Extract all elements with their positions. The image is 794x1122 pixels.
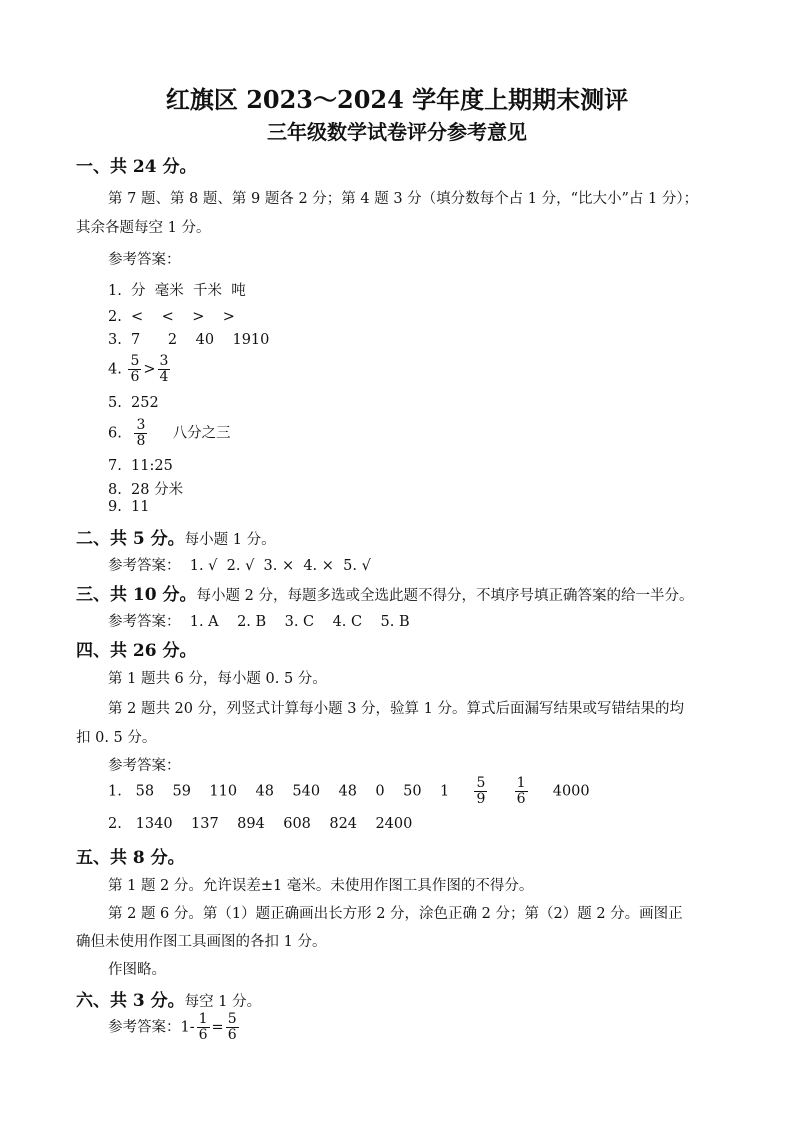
section-3-heading — [76, 580, 693, 605]
answer-4-1-values: 1. 58 59 110 48 540 48 0 50 1 — [108, 783, 450, 800]
section-1-heading — [76, 152, 197, 177]
section-6-f1-num: 1 — [198, 1011, 208, 1027]
section-6-note: 每空 1 分。 — [184, 994, 262, 1010]
section-5-rule2-line1: 第 2 题 6 分。第（1）题正确画出长方形 2 分，涂色正确 2 分；第（2）题 2 分。画图正 — [108, 906, 683, 922]
answer-1-3: 3. 7 2 40 1910 — [108, 332, 270, 348]
section-2-answers: 参考答案： 1. √ 2. √ 3. × 4. × 5. √ — [108, 558, 371, 574]
answer-1-5: 5. 252 — [108, 395, 159, 411]
section-6-f1-den: 6 — [198, 1027, 208, 1043]
answer-1-8: 8. 28 分米 — [108, 482, 184, 498]
section-1-rule-line2: 其余各题每空 1 分。 — [76, 220, 211, 236]
section-3-title: 三、共 10 分。 — [76, 585, 197, 605]
answer-1-4-f2-num: 3 — [159, 353, 169, 369]
section-6-expr-prefix: 1- — [180, 1019, 195, 1036]
answer-4-1-f2-den: 6 — [516, 791, 526, 807]
section-2-note: 每小题 1 分。 — [184, 532, 276, 548]
answer-1-9: 9. 11 — [108, 499, 150, 515]
section-4-answers-label: 参考答案： — [108, 758, 181, 774]
answer-1-4 — [108, 354, 172, 385]
answer-1-4-fraction-2 — [158, 354, 171, 385]
page-subtitle: 三年级数学试卷评分参考意见 — [267, 120, 527, 144]
section-4-rule2-line1: 第 2 题共 20 分，列竖式计算每小题 3 分，验算 1 分。算式后面漏写结果或写错结果的均 — [108, 701, 684, 717]
section-4-title: 四、共 26 分。 — [76, 641, 197, 661]
section-6-answer — [108, 1012, 241, 1043]
answer-1-2: 2. < < > > — [108, 309, 235, 325]
answer-4-1-f1-den: 9 — [476, 791, 486, 807]
answer-1-6-f-num: 3 — [136, 417, 146, 433]
answer-4-1-f2-num: 1 — [516, 775, 526, 791]
section-1-title: 一、共 24 分。 — [76, 157, 197, 177]
answer-4-1-last: 4000 — [552, 783, 590, 800]
section-5-title: 五、共 8 分。 — [76, 848, 185, 868]
section-1-answers-label: 参考答案： — [108, 252, 181, 268]
answer-4-1 — [108, 776, 590, 807]
section-5-note: 作图略。 — [108, 962, 166, 978]
answer-4-1-fraction-2 — [515, 776, 528, 807]
answer-1-1: 1. 分 毫米 千米 吨 — [108, 283, 246, 299]
section-6-fraction-1 — [197, 1012, 210, 1043]
answer-1-4-f1-den: 6 — [130, 369, 140, 385]
answer-4-2: 2. 1340 137 894 608 824 2400 — [108, 816, 413, 832]
answer-1-4-f1-num: 5 — [130, 353, 140, 369]
answer-4-1-fraction-1 — [474, 776, 487, 807]
section-4-rule2-line2: 扣 0. 5 分。 — [76, 730, 157, 746]
section-6-equals: = — [211, 1019, 224, 1036]
section-6-heading — [76, 986, 261, 1011]
page-title: 红旗区 2023～2024 学年度上期期末测评 — [165, 85, 629, 114]
section-6-title: 六、共 3 分。 — [76, 991, 185, 1011]
section-2-title: 二、共 5 分。 — [76, 529, 185, 549]
answer-1-4-fraction-1 — [128, 354, 141, 385]
section-4-rule1: 第 1 题共 6 分，每小题 0. 5 分。 — [108, 671, 327, 687]
answer-1-6-f-den: 8 — [136, 433, 146, 449]
section-6-fraction-2 — [226, 1012, 239, 1043]
section-5-heading — [76, 843, 185, 868]
answer-1-6-fraction — [134, 418, 147, 449]
answer-1-4-number: 4. — [108, 361, 122, 378]
section-5-rule2-line2: 确但未使用作图工具画图的各扣 1 分。 — [76, 934, 327, 950]
answer-1-4-f2-den: 4 — [159, 369, 169, 385]
section-4-heading — [76, 636, 197, 661]
section-5-rule1: 第 1 题 2 分。允许误差±1 毫米。未使用作图工具作图的不得分。 — [108, 878, 534, 894]
answer-1-6-text: 八分之三 — [172, 425, 231, 442]
answer-1-6 — [108, 418, 231, 449]
section-6-f2-num: 5 — [227, 1011, 237, 1027]
section-2-heading — [76, 524, 276, 549]
section-6-answers-label: 参考答案： — [108, 1019, 181, 1036]
answer-1-4-operator: > — [143, 361, 156, 378]
answer-1-7: 7. 11:25 — [108, 458, 173, 474]
section-3-note: 每小题 2 分，每题多选或全选此题不得分，不填序号填正确答案的给一半分。 — [196, 588, 694, 604]
answer-1-6-number: 6. — [108, 425, 122, 442]
answer-4-1-f1-num: 5 — [476, 775, 486, 791]
section-1-rule-line1: 第 7 题、第 8 题、第 9 题各 2 分；第 4 题 3 分（填分数每个占 1 分，“比大小”占 1 分）； — [108, 191, 699, 207]
section-3-answers: 参考答案： 1. A 2. B 3. C 4. C 5. B — [108, 614, 410, 630]
section-6-f2-den: 6 — [227, 1027, 237, 1043]
